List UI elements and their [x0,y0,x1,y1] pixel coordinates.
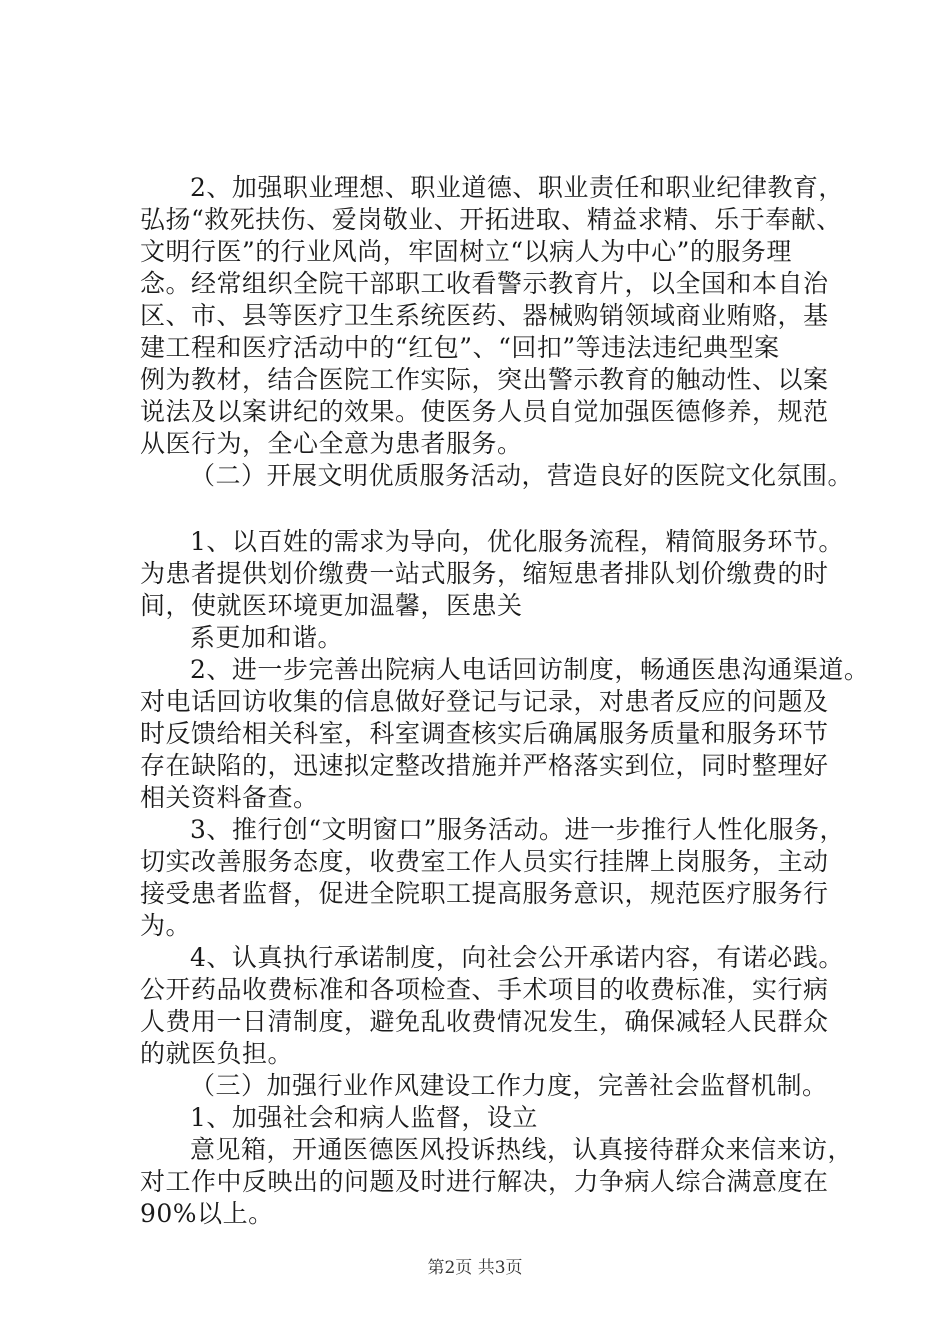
page-footer: 第2页 共3页 [427,1258,523,1278]
text-line: 间，使就医环境更加温馨，医患关 [140,591,523,620]
text-line: 区、市、县等医疗卫生系统医药、器械购销领域商业贿赂，基 [140,301,829,330]
text-line: 对工作中反映出的问题及时进行解决，力争病人综合满意度在 [140,1167,829,1196]
text-line: 时反馈给相关科室，科室调查核实后确属服务质量和服务环节 [140,719,829,748]
text-line: 对电话回访收集的信息做好登记与记录，对患者反应的问题及 [140,687,829,716]
text-line: 4、认真执行承诺制度，向社会公开承诺内容，有诺必践。 [190,943,844,972]
text-line: 存在缺陷的，迅速拟定整改措施并严格落实到位，同时整理好 [140,751,829,780]
section-heading-2: （二）开展文明优质服务活动，营造良好的医院文化氛围。 [190,461,854,490]
text-line: 1、加强社会和病人监督，设立 [190,1103,538,1132]
text-line: 90%以上。 [140,1199,274,1228]
text-line: 3、推行创“文明窗口”服务活动。进一步推行人性化服务， [190,815,845,844]
paragraph-civilized-window [140,814,860,942]
document-body [140,172,870,1230]
text-line: 弘扬“救死扶伤、爱岗敬业、开拓进取、精益求精、乐于奉献、 [140,205,842,234]
text-line: 建工程和医疗活动中的“红包”、“回扣”等违法违纪典型案 [140,333,780,362]
spacer [140,492,860,526]
text-line: 切实改善服务态度，收费室工作人员实行挂牌上岗服务，主动 [140,847,829,876]
text-line: 的就医负担。 [140,1039,294,1068]
section-heading-3: （三）加强行业作风建设工作力度，完善社会监督机制。 [190,1071,828,1100]
text-line: 从医行为，全心全意为患者服务。 [140,429,523,458]
text-line: 为。 [140,911,192,940]
text-line: 2、加强职业理想、职业道德、职业责任和职业纪律教育， [190,173,844,202]
text-line: 相关资料备查。 [140,783,319,812]
text-line: 接受患者监督，促进全院职工提高服务意识，规范医疗服务行 [140,879,829,908]
text-line: 文明行医”的行业风尚，牢固树立“以病人为中心”的服务理 [140,237,792,266]
text-line: 意见箱，开通医德医风投诉热线，认真接待群众来信来访， [190,1135,854,1164]
paragraph-service-process [140,526,860,654]
paragraph-social-supervision [140,1102,860,1230]
text-line: 公开药品收费标准和各项检查、手术项目的收费标准，实行病 [140,975,829,1004]
paragraph-commitment-system [140,942,860,1070]
text-line: 念。经常组织全院干部职工收看警示教育片，以全国和本自治 [140,269,829,298]
paragraph-professional-ethics [140,172,860,460]
text-line: 说法及以案讲纪的效果。使医务人员自觉加强医德修养，规范 [140,397,829,426]
paragraph-phone-followup [140,654,870,814]
text-line: 为患者提供划价缴费一站式服务，缩短患者排队划价缴费的时 [140,559,829,588]
text-line: 例为教材，结合医院工作实际，突出警示教育的触动性、以案 [140,365,829,394]
text-line: 1、以百姓的需求为导向，优化服务流程，精简服务环节。 [190,527,844,556]
text-line: 2、进一步完善出院病人电话回访制度，畅通医患沟通渠道。 [190,655,870,684]
text-line: 系更加和谐。 [190,623,344,652]
text-line: 人费用一日清制度，避免乱收费情况发生，确保减轻人民群众 [140,1007,829,1036]
